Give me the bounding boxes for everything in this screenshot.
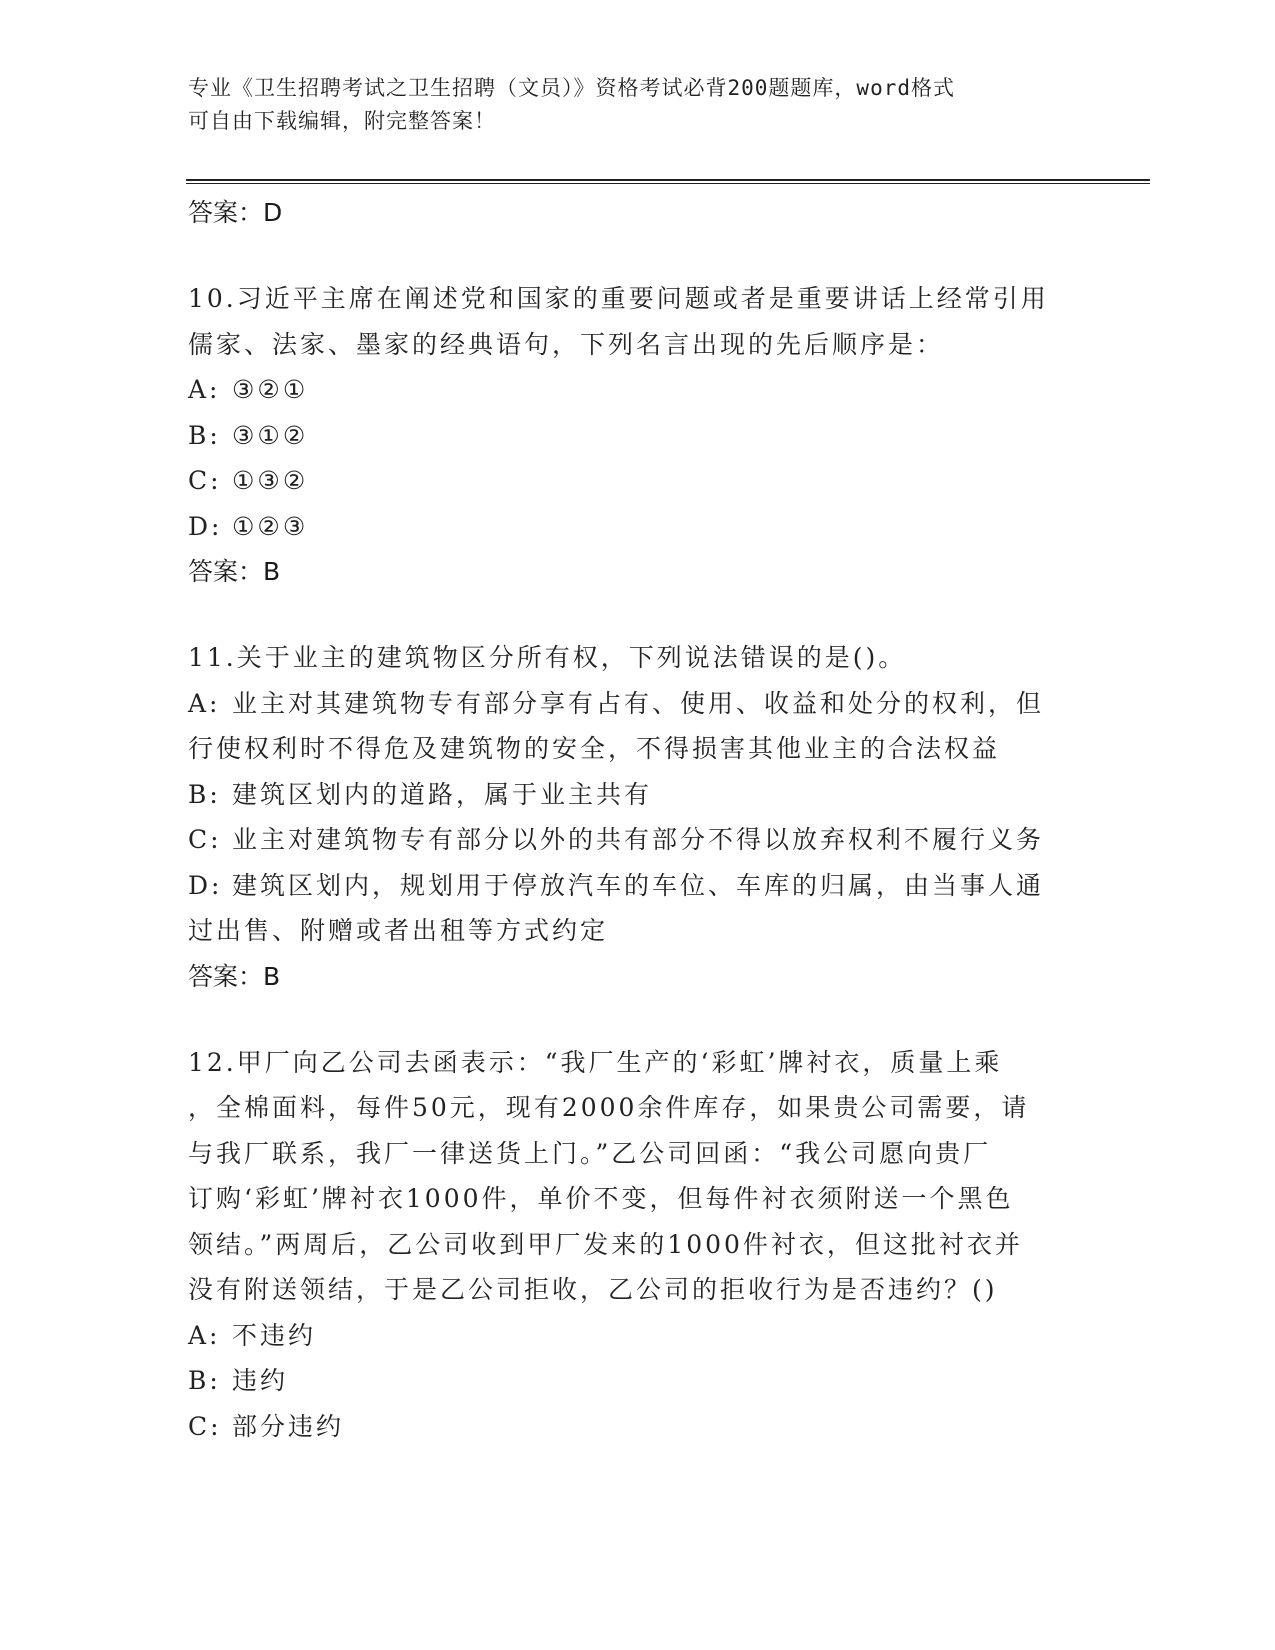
- option-label: D:: [188, 511, 223, 541]
- question-stem-line: 11.关于业主的建筑物区分所有权，下列说法错误的是()。: [188, 643, 907, 672]
- option-text: 业主对建筑物专有部分以外的共有部分不得以放弃权利不履行义务: [232, 825, 1045, 854]
- answer-option: [188, 863, 1078, 909]
- option-label: C:: [188, 1411, 222, 1441]
- question-stem-line: 没有附送领结，于是乙公司拒收，乙公司的拒收行为是否违约？(): [188, 1275, 998, 1304]
- answer-option: [188, 681, 1078, 727]
- option-text: 建筑区划内，规划用于停放汽车的车位、车库的归属，由当事人通: [232, 870, 1045, 900]
- option-label: B:: [188, 1366, 221, 1395]
- option-text: ①②③: [232, 511, 309, 541]
- option-label: A:: [188, 375, 221, 404]
- option-text: 行使权利时不得危及建筑物的安全，不得损害其他业主的合法权益: [188, 734, 1001, 763]
- option-label: B:: [188, 420, 221, 450]
- document-body: [188, 190, 1078, 1449]
- question-stem-line: 领结。”两周后，乙公司收到甲厂发来的1000件衬衣，但这批衬衣并: [188, 1229, 1023, 1259]
- question-stem-line: 儒家、法家、墨家的经典语句，下列名言出现的先后顺序是：: [188, 329, 945, 359]
- option-text: 部分违约: [232, 1411, 345, 1441]
- answer-option: [188, 504, 1078, 550]
- answer-option: [188, 458, 1078, 504]
- question-stem-line: 12.甲厂向乙公司去函表示：“我厂生产的‘彩虹’牌衬衣，质量上乘: [188, 1047, 1003, 1077]
- option-text: ③②①: [232, 375, 309, 404]
- question-stem-line: 订购‘彩虹’牌衬衣1000件，单价不变，但每件衬衣须附送一个黑色: [188, 1184, 1014, 1213]
- answer-option: [188, 367, 1078, 413]
- answer-option: [188, 1313, 1078, 1359]
- answer-key: 答案：B: [188, 961, 281, 991]
- answer-option: [188, 772, 1078, 818]
- header-line-2: 可自由下载编辑，附完整答案！: [188, 109, 496, 133]
- answer-previous: 答案：D: [188, 198, 283, 227]
- answer-option: [188, 1358, 1078, 1404]
- option-text: 违约: [232, 1366, 289, 1395]
- option-label: A:: [188, 688, 221, 718]
- option-label: C:: [188, 825, 222, 854]
- document-header: [188, 72, 1088, 138]
- answer-option: [188, 1404, 1078, 1450]
- option-label: D:: [188, 870, 223, 900]
- option-text: 建筑区划内的道路，属于业主共有: [232, 779, 653, 809]
- option-text: 过出售、附赠或者出租等方式约定: [188, 916, 609, 945]
- option-label: A:: [188, 1320, 221, 1350]
- answer-key: 答案：B: [188, 557, 281, 586]
- option-text: ①③②: [232, 466, 309, 495]
- option-label: C:: [188, 466, 222, 495]
- question-list: [188, 276, 1078, 1449]
- question-block: [188, 635, 1078, 1000]
- answer-option: [188, 413, 1078, 459]
- answer-option: [188, 908, 1078, 954]
- question-stem-line: 10.习近平主席在阐述党和国家的重要问题或者是重要讲话上经常引用: [188, 284, 1049, 313]
- question-block: [188, 276, 1078, 595]
- answer-option: [188, 817, 1078, 863]
- option-text: 业主对其建筑物专有部分享有占有、使用、收益和处分的权利，但: [232, 688, 1045, 718]
- header-divider-thin: [186, 183, 1150, 184]
- header-line-1: 专业《卫生招聘考试之卫生招聘（文员）》资格考试必背200题题库，word格式: [188, 76, 955, 100]
- question-block: [188, 1040, 1078, 1450]
- option-text: ③①②: [232, 420, 309, 450]
- question-stem-line: 与我厂联系，我厂一律送货上门。”乙公司回函：“我公司愿向贵厂: [188, 1138, 992, 1168]
- header-divider: [186, 179, 1150, 181]
- question-stem-line: ，全棉面料，每件50元，现有2000余件库存，如果贵公司需要，请: [188, 1093, 1030, 1122]
- answer-option: [188, 726, 1078, 772]
- option-label: B:: [188, 779, 221, 809]
- option-text: 不违约: [232, 1320, 317, 1350]
